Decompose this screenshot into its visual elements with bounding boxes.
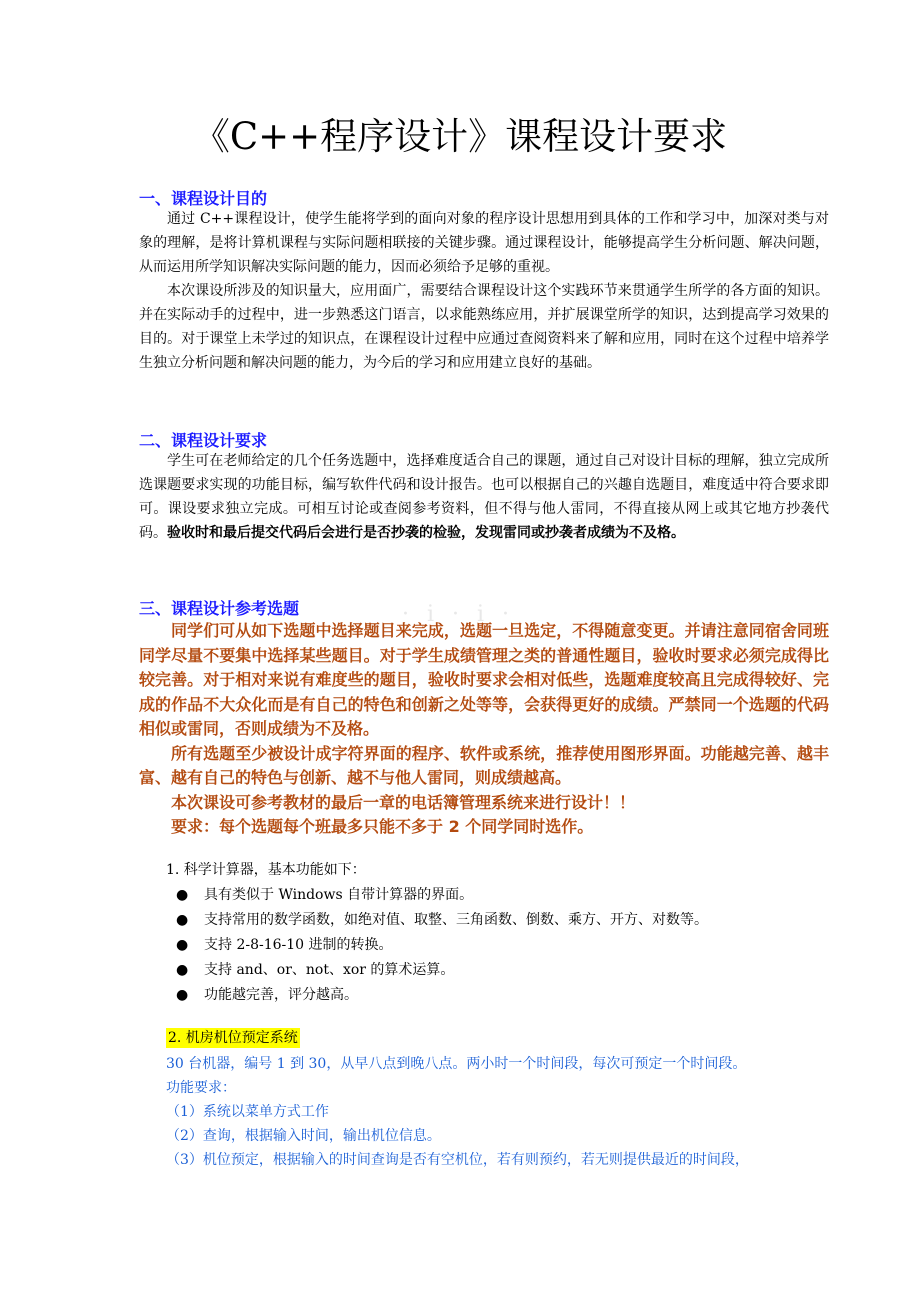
list-item-text: 支持 2-8-16-10 进制的转换。 <box>204 937 393 953</box>
section3-heading: 三、课程设计参考选题 <box>139 599 300 618</box>
watermark: ·i·i· <box>402 602 528 627</box>
requirement-line: 要求：每个选题每个班最多只能不多于 2 个同学同时选作。 <box>171 817 594 836</box>
notice-paragraph: 所有选题至少被设计成字符界面的程序、软件或系统，推荐使用图形界面。功能越完善、越丰富、越有自己的特色与创新、越不与他人雷同，则成绩越高。 <box>139 743 829 787</box>
topic1 <box>166 858 826 1008</box>
bullet-icon: ● <box>176 912 189 928</box>
section2-text: 学生可在老师给定的几个任务选题中，选择难度适合自己的课题，通过自己对设计目标的理解，独立完成所选课题要求实现的功能目标，编写软件代码和设计报告。也可以根据自己的兴趣自选题目，难度适中符合要求即可。课设要求独立完成。可相互讨论或查阅参考资料，但不得与他人雷同，不得直接从网上或其它地方抄袭代码。 <box>139 453 829 541</box>
section2-body <box>139 449 829 545</box>
section1-body <box>139 207 829 375</box>
list-item <box>166 908 826 933</box>
bullet-icon: ● <box>176 962 189 978</box>
list-item-text: 支持常用的数学函数，如绝对值、取整、三角函数、倒数、乘方、开方、对数等。 <box>204 912 708 928</box>
section1-heading: 一、课程设计目的 <box>139 189 268 208</box>
notice-paragraph: 同学们可从如下选题中选择题目来完成，选题一旦选定，不得随意变更。并请注意同宿舍同班同学尽量不要集中选择某些题目。对于学生成绩管理之类的普通性题目，验收时要求必须完成得比较完善。对于相对来说有难度些的题目，验收时要求会相对低些，选题难度较高且完成得较好、完成的作品不大众化而是有自己的特色和创新之处等等，会获得更好的成绩。严禁同一个选题的代码相似或雷同，否则成绩为不及格。 <box>139 621 829 738</box>
topic1-list <box>166 883 826 1008</box>
list-item-text: 支持 and、or、not、xor 的算术运算。 <box>204 962 455 978</box>
topic2-body <box>166 1052 826 1172</box>
topic2-line: 30 台机器，编号 1 到 30，从早八点到晚八点。两小时一个时间段，每次可预定一个时间段。 <box>166 1056 747 1072</box>
bullet-icon: ● <box>176 887 189 903</box>
list-item <box>166 933 826 958</box>
list-item-text: 功能越完善，评分越高。 <box>204 987 358 1003</box>
section3-notices <box>139 619 829 840</box>
bullet-icon: ● <box>176 987 189 1003</box>
section1-paragraph: 通过 C++课程设计，使学生能将学到的面向对象的程序设计思想用到具体的工作和学习中，加深对类与对象的理解，是将计算机课程与实际问题相联接的关键步骤。通过课程设计，能够提高学生分析问题、解决问题，从而运用所学知识解决实际问题的能力，因而必须给予足够的重视。 <box>139 211 829 275</box>
list-item <box>166 958 826 983</box>
topic2-heading: 2. 机房机位预定系统 <box>168 1030 298 1046</box>
section2-heading: 二、课程设计要求 <box>139 431 268 450</box>
bullet-icon: ● <box>176 937 189 953</box>
topic1-heading: 1. 科学计算器，基本功能如下： <box>166 862 366 878</box>
list-item <box>166 983 826 1008</box>
topic2-line: 功能要求： <box>166 1080 236 1096</box>
topic2-line: （1）系统以菜单方式工作 <box>166 1104 329 1120</box>
requirement-line: 本次课设可参考教材的最后一章的电话簿管理系统来进行设计！！ <box>171 792 636 812</box>
topic2-line: （2）查询，根据输入时间，输出机位信息。 <box>166 1128 441 1144</box>
section1-paragraph: 本次课设所涉及的知识量大，应用面广，需要结合课程设计这个实践环节来贯通学生所学的各方面的知识。并在实际动手的过程中，进一步熟悉这门语言，以求能熟练应用，并扩展课堂所学的知识，达到提高学习效果的目的。对于课堂上未学过的知识点，在课程设计过程中应通过查阅资料来了解和应用，同时在这个过程中培养学生独立分析问题和解决问题的能力，为今后的学习和应用建立良好的基础。 <box>139 283 829 371</box>
topic2-line: （3）机位预定，根据输入的时间查询是否有空机位，若有则预约，若无则提供最近的时间段， <box>166 1152 749 1168</box>
list-item-text: 具有类似于 Windows 自带计算器的界面。 <box>204 887 474 903</box>
list-item <box>166 883 826 908</box>
section2-warning: 验收时和最后提交代码后会进行是否抄袭的检验，发现雷同或抄袭者成绩为不及格。 <box>167 525 685 541</box>
document-title: 《C++程序设计》课程设计要求 <box>192 115 728 158</box>
section2-paragraph <box>139 449 829 545</box>
